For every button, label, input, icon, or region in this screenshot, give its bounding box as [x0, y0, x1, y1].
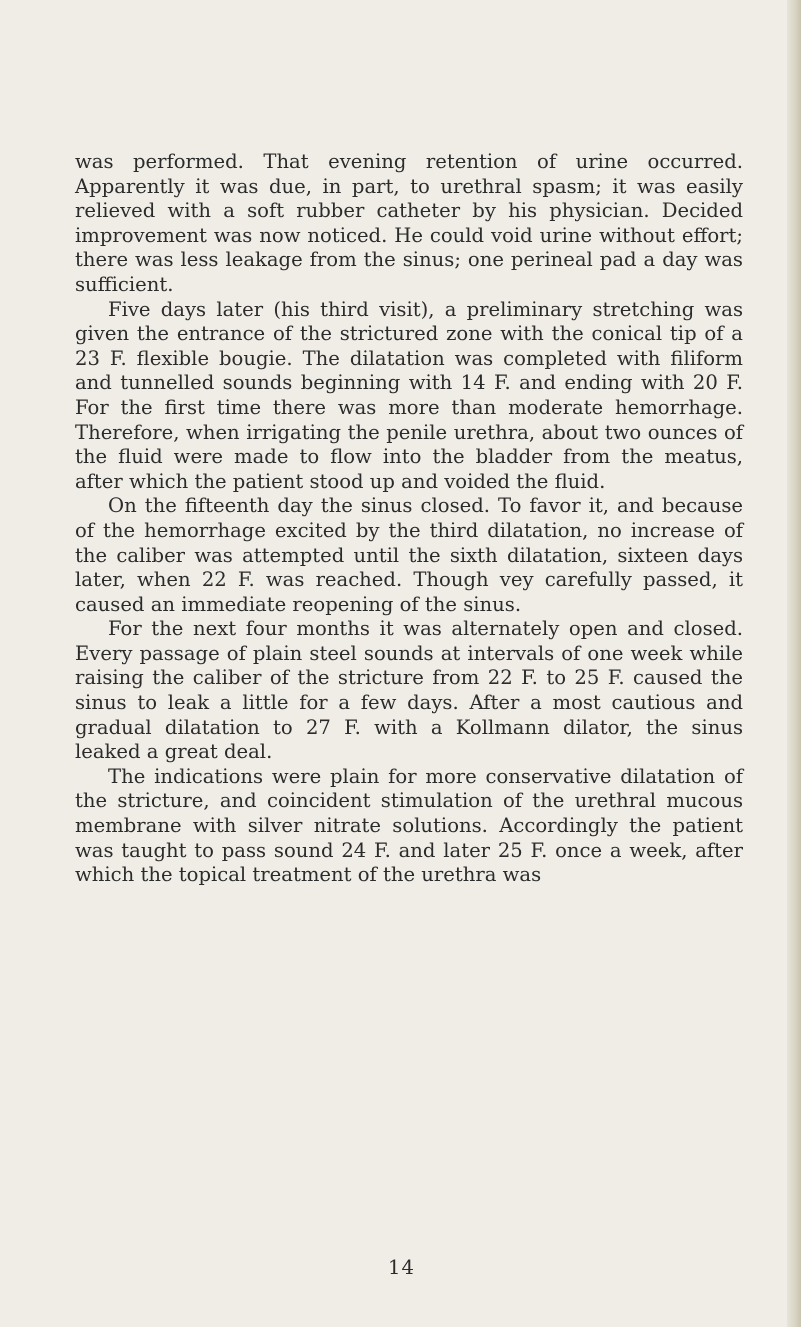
- paragraph-4: For the next four months it was alternately open and closed. Every passage of plain steel sounds at intervals of one week while raising the caliber of the stricture from 22 F. to 25 F. caused the sinus to leak a little for a few days. After a most cautious and gradual dilatation to 27 F. with a Kollmann dilator, the sinus leaked a great deal.: [75, 617, 743, 764]
- paragraph-2: Five days later (his third visit), a preliminary stretching was given the entrance of the strictured zone with the conical tip of a 23 F. flexible bougie. The dilatation was completed with filiform and tunnelled sounds beginning with 14 F. and ending with 20 F. For the first time there was more than moderate hemorrhage. Therefore, when irrigating the penile urethra, about two ounces of the fluid were made to flow into the bladder from the meatus, after which the patient stood up and voided the fluid.: [75, 297, 743, 493]
- paragraph-3: On the fifteenth day the sinus closed. To favor it, and because of the hemorrhage excited by the third dilatation, no increase of the caliber was attempted until the sixth dilatation, sixteen days later, when 22 F. was reached. Though vey carefully passed, it caused an immediate reopening of the sinus.: [75, 494, 743, 616]
- paragraph-1: was performed. That evening retention of urine occurred. Apparently it was due, in part, to urethral spasm; it was easily relieved with a soft rubber catheter by his physician. Decided improvement was now noticed. He could void urine without effort; there was less leakage from the sinus; one perineal pad a day was sufficient.: [75, 150, 743, 296]
- page-number: 14: [388, 1256, 415, 1279]
- page-edge-shadow: [787, 0, 801, 1327]
- paragraph-5: The indications were plain for more conservative dilatation of the stricture, and coincident stimulation of the urethral mucous membrane with silver nitrate solutions. Accordingly the patient was taught to pass sound 24 F. and later 25 F. once a week, after which the topical treatment of the urethra was: [75, 764, 743, 887]
- body-text: [75, 150, 743, 888]
